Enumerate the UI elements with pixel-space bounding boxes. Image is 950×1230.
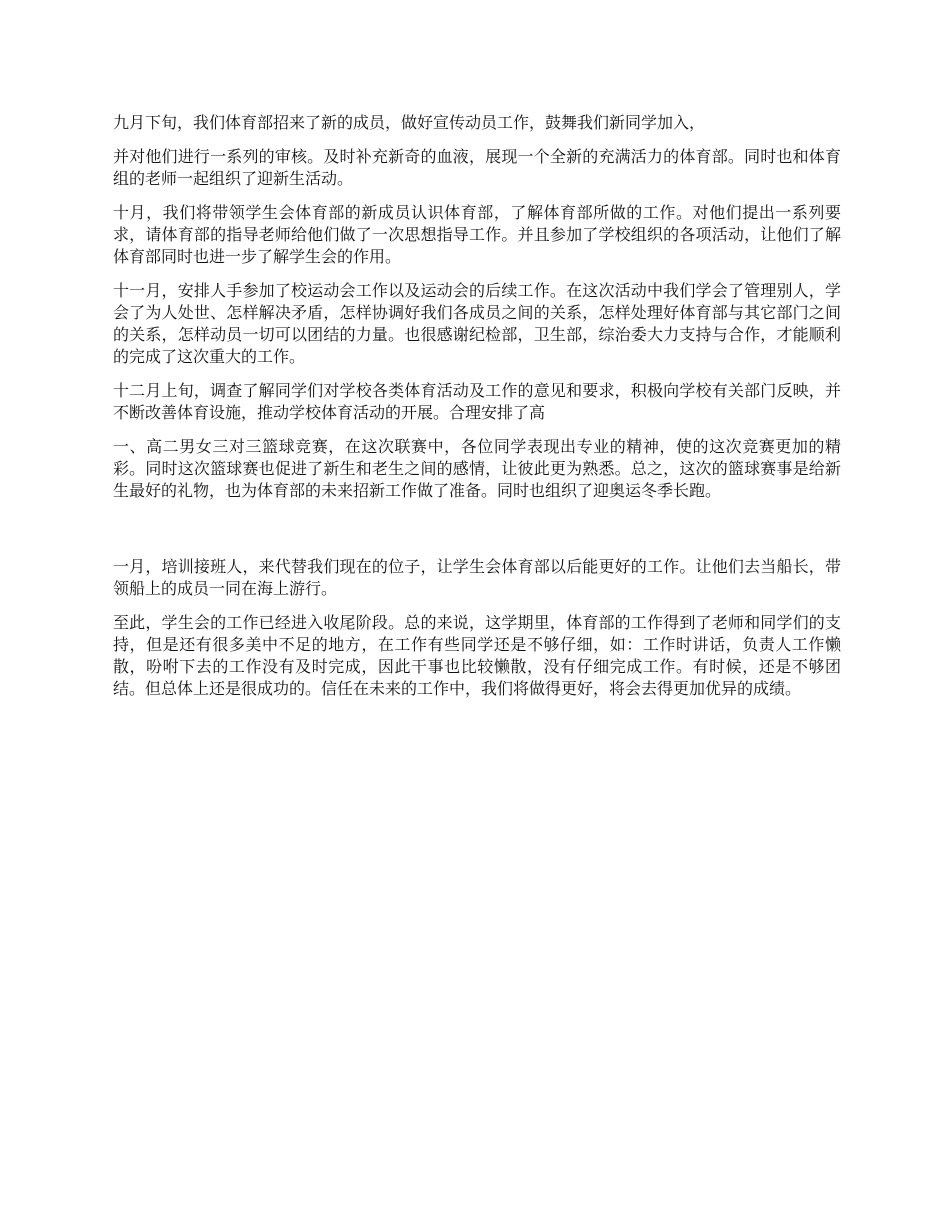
paragraph-november: 十一月，安排人手参加了校运动会工作以及运动会的后续工作。在这次活动中我们学会了管理别人，学会了为人处世、怎样解决矛盾，怎样协调好我们各成员之间的关系，怎样处理好体育部与其它部门之间的关系，怎样动员一切可以团结的力量。也很感谢纪检部，卫生部，综治委大力支持与合作，才能顺利的完成了这次重大的工作。 [113,281,841,366]
paragraph-october: 十月，我们将带领学生会体育部的新成员认识体育部，了解体育部所做的工作。对他们提出一系列要求，请体育部的指导老师给他们做了一次思想指导工作。并且参加了学校组织的各项活动，让他们了解体育部同时也进一步了解学生会的作用。 [113,203,841,266]
paragraph-january: 一月，培训接班人，来代替我们现在的位子，让学生会体育部以后能更好的工作。让他们去当船长，带领船上的成员一同在海上游行。 [113,557,841,598]
paragraph-september: 九月下旬，我们体育部招来了新的成员，做好宣传动员工作，鼓舞我们新同学加入， [113,113,706,132]
paragraph-december: 十二月上旬，调查了解同学们对学校各类体育活动及工作的意见和要求，积极向学校有关部门反映，并不断改善体育设施，推动学校体育活动的开展。合理安排了高 [113,381,841,422]
paragraph-basketball: 一、高二男女三对三篮球竞赛，在这次联赛中，各位同学表现出专业的精神，使的这次竞赛更加的精彩。同时这次篮球赛也促进了新生和老生之间的感情，让彼此更为熟悉。总之，这次的篮球赛事是给新生最好的礼物，也为体育部的未来招新工作做了准备。同时也组织了迎奥运冬季长跑。 [113,437,841,500]
document-body [113,112,841,712]
paragraph-september-continued: 并对他们进行一系列的审核。及时补充新奇的血液，展现一个全新的充满活力的体育部。同时也和体育组的老师一起组织了迎新生活动。 [113,147,841,188]
paragraph-summary: 至此，学生会的工作已经进入收尾阶段。总的来说，这学期里，体育部的工作得到了老师和同学们的支持，但是还有很多美中不足的地方，在工作有些同学还是不够仔细，如：工作时讲话，负责人工作懒散，吩咐下去的工作没有及时完成，因此干事也比较懒散，没有仔细完成工作。有时候，还是不够团结。但总体上还是很成功的。信任在未来的工作中，我们将做得更好，将会去得更加优异的成绩。 [113,613,841,698]
